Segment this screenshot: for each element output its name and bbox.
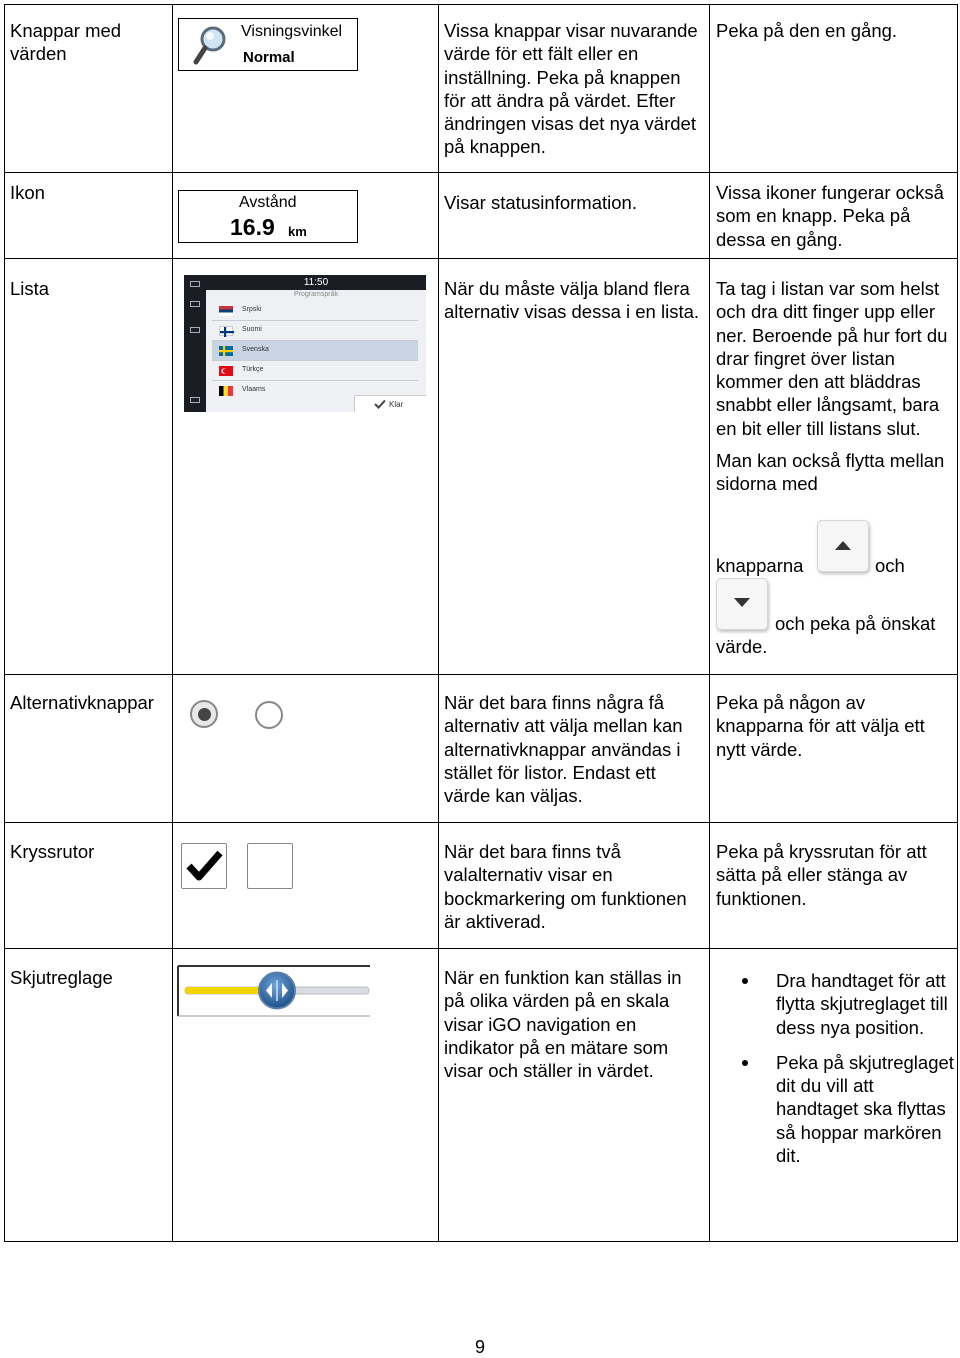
table-column-divider (438, 4, 439, 1242)
sweden-flag-icon (219, 346, 233, 356)
page-up-button[interactable] (817, 520, 869, 572)
list-item[interactable] (212, 301, 418, 321)
table-border-right (957, 4, 958, 1242)
usage-checkboxes: Peka på kryssrutan för att sätta på eller stänga av funktionen. (716, 841, 927, 909)
row-label-list: Lista (10, 278, 50, 299)
list-header: Programspråk (294, 291, 338, 298)
usage-list-value: värde. (716, 636, 768, 657)
table-border-bottom (4, 1241, 958, 1242)
status-icon-example[interactable] (178, 190, 358, 243)
table-row-divider (4, 674, 958, 675)
checkmark-icon (374, 399, 386, 409)
usage-list-pages: Man kan också flytta mellan sidorna med (716, 450, 945, 495)
magnifier-icon (193, 24, 229, 68)
row-label-slider: Skjutreglage (10, 967, 113, 988)
list-example-screenshot[interactable] (184, 275, 426, 412)
turkey-flag-icon (219, 366, 233, 376)
checkbox-unchecked[interactable] (247, 843, 293, 889)
list-item-label: Srpski (242, 306, 262, 313)
back-icon (190, 301, 200, 307)
description-radio-buttons: När det bara finns några få alternativ att välja mellan kan alternativknappar användas i stället för listor. Endast ett värde kan väljas. (444, 692, 683, 807)
description-list: När du måste välja bland flera alternativ visas dessa i en lista. (444, 278, 700, 323)
usage-list-scroll: Ta tag i listan var som helst och dra ditt finger upp eller ner. Beroende på hur fort du drar fingret över listan kommer den att bläddras snabbt eller långsamt, bara en bit eller till listans slut. (716, 278, 948, 439)
usage-list-tap: och peka på önskat (775, 613, 936, 634)
list-item-label: Türkçe (242, 366, 264, 373)
usage-slider-list (716, 969, 956, 1167)
list-item (716, 969, 956, 1039)
bullet-icon (742, 1060, 748, 1066)
page-down-button[interactable] (716, 578, 768, 630)
usage-list-and: och (875, 555, 905, 576)
row-label-value-buttons: Knappar med värden (10, 20, 122, 65)
list-item[interactable] (212, 321, 418, 341)
list-item[interactable] (212, 361, 418, 381)
value-button-example[interactable] (178, 18, 358, 71)
arrow-down-icon (732, 597, 752, 609)
icon-title: Avstånd (239, 194, 297, 211)
belgium-flag-icon (219, 386, 233, 396)
done-button-label: Klar (389, 400, 404, 409)
description-icon: Visar statusinformation. (444, 192, 637, 213)
table-row-divider (4, 948, 958, 949)
table-row-divider (4, 822, 958, 823)
table-border-left (4, 4, 5, 1242)
list-item-label: Svenska (242, 346, 269, 353)
value-button-value: Normal (243, 49, 295, 66)
description-checkboxes: När det bara finns två valalternativ visar en bockmarkering om funktionen är aktiverad. (444, 841, 687, 932)
usage-slider-tap: Peka på skjutreglaget dit du vill att handtaget ska flyttas så hoppar markören dit. (776, 1051, 954, 1167)
usage-icon: Vissa ikoner fungerar också som en knapp. Peka på dessa en gång. (716, 182, 944, 250)
icon-value: 16.9 (230, 214, 275, 240)
list-sidebar (184, 275, 206, 412)
checkbox-checked[interactable] (181, 843, 227, 889)
usage-radio-buttons: Peka på någon av knapparna för att välja ett nytt värde. (716, 692, 925, 760)
bullet-icon (742, 978, 748, 984)
description-value-buttons: Vissa knappar visar nuvarande värde för ett fält eller en inställning. Peka på knappen för att ändra på värdet. Efter ändringen visas det nya värdet på knappen. (444, 20, 698, 158)
list-item-label: Suomi (242, 326, 262, 333)
table-border-top (4, 4, 958, 5)
table-column-divider (172, 4, 173, 1242)
slider-handle (259, 973, 295, 1009)
usage-value-buttons: Peka på den en gång. (716, 20, 898, 41)
checkmark-icon (182, 844, 226, 888)
done-button[interactable] (354, 395, 426, 412)
list-clock: 11:50 (206, 275, 426, 290)
description-slider: När en funktion kan ställas in på olika värden på en skala visar iGO navigation en indikator på en mätare som visar och ställer in värdet. (444, 967, 682, 1082)
value-button-label: Visningsvinkel (241, 23, 343, 40)
list-item-label: Vlaams (242, 386, 266, 393)
row-label-icon: Ikon (10, 182, 45, 203)
row-label-radio-buttons: Alternativknappar (10, 692, 154, 713)
list-item (716, 1051, 956, 1167)
page-number: 9 (474, 1337, 485, 1357)
radio-button-unselected[interactable] (255, 701, 283, 729)
table-row-divider (4, 258, 958, 259)
list-item-selected[interactable] (212, 341, 418, 361)
usage-list-buttons-text: knapparna (716, 555, 804, 576)
slider-example[interactable] (177, 965, 371, 1017)
usage-slider-drag: Dra handtaget för att flytta skjutreglaget till dess nya position. (776, 970, 948, 1038)
up-icon (190, 327, 200, 333)
radio-button-selected[interactable] (190, 700, 218, 728)
finland-flag-icon (219, 326, 233, 336)
serbia-flag-icon (219, 306, 233, 316)
table-row-divider (4, 172, 958, 173)
settings-icon (190, 397, 200, 403)
arrow-up-icon (833, 539, 853, 551)
menu-icon (190, 281, 200, 287)
icon-unit: km (288, 224, 307, 239)
row-label-checkboxes: Kryssrutor (10, 841, 95, 862)
usage-list (716, 277, 956, 496)
table-column-divider (709, 4, 710, 1242)
